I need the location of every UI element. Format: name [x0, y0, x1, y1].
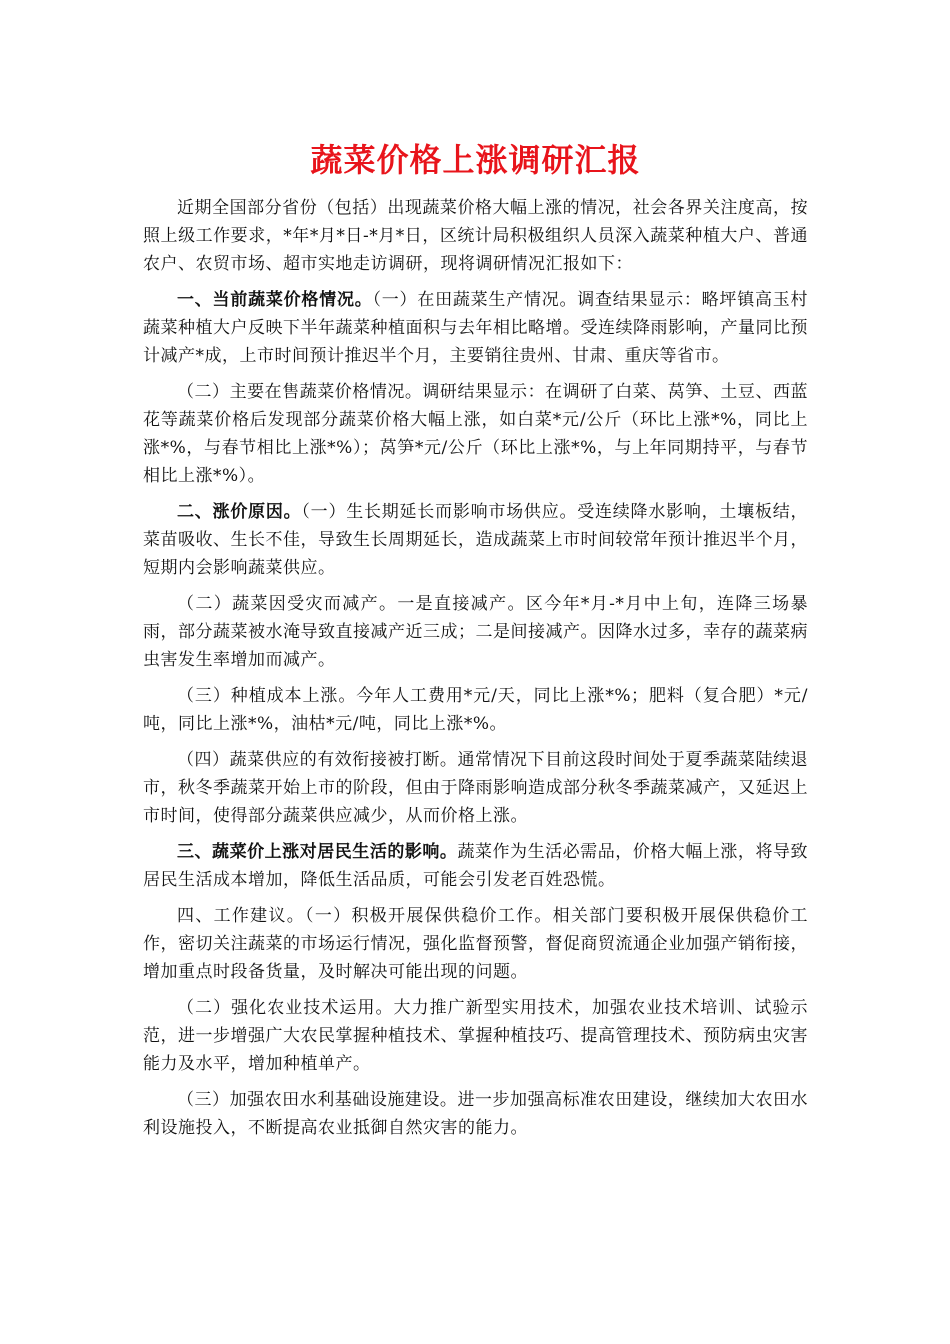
paragraph-text: （三）种植成本上涨。今年人工费用*元/天，同比上涨*%；肥料（复合肥）*元/吨，同比上涨*%，油枯*元/吨，同比上涨*%。	[143, 686, 808, 734]
paragraph-section-2-3	[143, 682, 808, 738]
paragraph-text: （二）蔬菜因受灾而减产。一是直接减产。区今年*月-*月中上旬，连降三场暴雨，部分蔬菜被水淹导致直接减产近三成；二是间接减产。因降水过多，幸存的蔬菜病虫害发生率增加而减产。	[143, 594, 808, 670]
paragraph-section-1-2	[143, 378, 808, 490]
section-heading: 三、蔬菜价上涨对居民生活的影响。	[177, 842, 458, 862]
paragraph-section-2	[143, 498, 808, 582]
paragraph-intro	[143, 194, 808, 278]
paragraph-text: （一）生长期延长而影响市场供应。受连续降水影响，土壤板结，菜苗吸收、生长不佳，导致生长周期延长，造成蔬菜上市时间较常年预计推迟半个月，短期内会影响蔬菜供应。	[143, 502, 809, 578]
paragraph-section-4-2	[143, 994, 808, 1078]
paragraph-section-3	[143, 838, 808, 894]
paragraph-text: 蔬菜作为生活必需品，价格大幅上涨，将导致居民生活成本增加，降低生活品质，可能会引发老百姓恐慌。	[143, 842, 809, 890]
paragraph-text: （二）强化农业技术运用。大力推广新型实用技术，加强农业技术培训、试验示范，进一步增强广大农民掌握种植技术、掌握种植技巧、提高管理技术、预防病虫灾害能力及水平，增加种植单产。	[143, 998, 808, 1074]
paragraph-section-4	[143, 902, 808, 986]
document-title: 蔬菜价格上涨调研汇报	[310, 141, 641, 179]
paragraph-text: 四、工作建议。（一）积极开展保供稳价工作。相关部门要积极开展保供稳价工作，密切关注蔬菜的市场运行情况，强化监督预警，督促商贸流通企业加强产销衔接，增加重点时段备货量，及时解决可能出现的问题。	[143, 906, 808, 982]
paragraph-section-2-4	[143, 746, 808, 830]
paragraph-text: （二）主要在售蔬菜价格情况。调研结果显示：在调研了白菜、莴笋、土豆、西蓝花等蔬菜价格后发现部分蔬菜价格大幅上涨，如白菜*元/公斤（环比上涨*%，同比上涨*%，与春节相比上涨*%）；莴笋*元/公斤（环比上涨*%，与上年同期持平，与春节相比上涨*%）。	[143, 382, 808, 486]
paragraph-text: 近期全国部分省份（包括）出现蔬菜价格大幅上涨的情况，社会各界关注度高，按照上级工作要求，*年*月*日-*月*日，区统计局积极组织人员深入蔬菜种植大户、普通农户、农贸市场、超市实地走访调研，现将调研情况汇报如下：	[143, 198, 808, 274]
section-heading: 二、涨价原因。	[177, 502, 302, 522]
paragraph-text: （四）蔬菜供应的有效衔接被打断。通常情况下目前这段时间处于夏季蔬菜陆续退市，秋冬季蔬菜开始上市的阶段，但由于降雨影响造成部分秋冬季蔬菜减产，又延迟上市时间，使得部分蔬菜供应减少，从而价格上涨。	[143, 750, 808, 826]
paragraph-text: （三）加强农田水利基础设施建设。进一步加强高标准农田建设，继续加大农田水利设施投入，不断提高农业抵御自然灾害的能力。	[143, 1090, 808, 1138]
paragraph-section-2-2	[143, 590, 808, 674]
document-page	[143, 138, 808, 1150]
paragraph-text: （一）在田蔬菜生产情况。调查结果显示：略坪镇高玉村蔬菜种植大户反映下半年蔬菜种植面积与去年相比略增。受连续降雨影响，产量同比预计减产*成，上市时间预计推迟半个月，主要销往贵州、甘肃、重庆等省市。	[143, 290, 809, 366]
paragraph-section-4-3	[143, 1086, 808, 1142]
section-heading: 一、当前蔬菜价格情况。	[177, 290, 373, 310]
paragraph-section-1	[143, 286, 808, 370]
